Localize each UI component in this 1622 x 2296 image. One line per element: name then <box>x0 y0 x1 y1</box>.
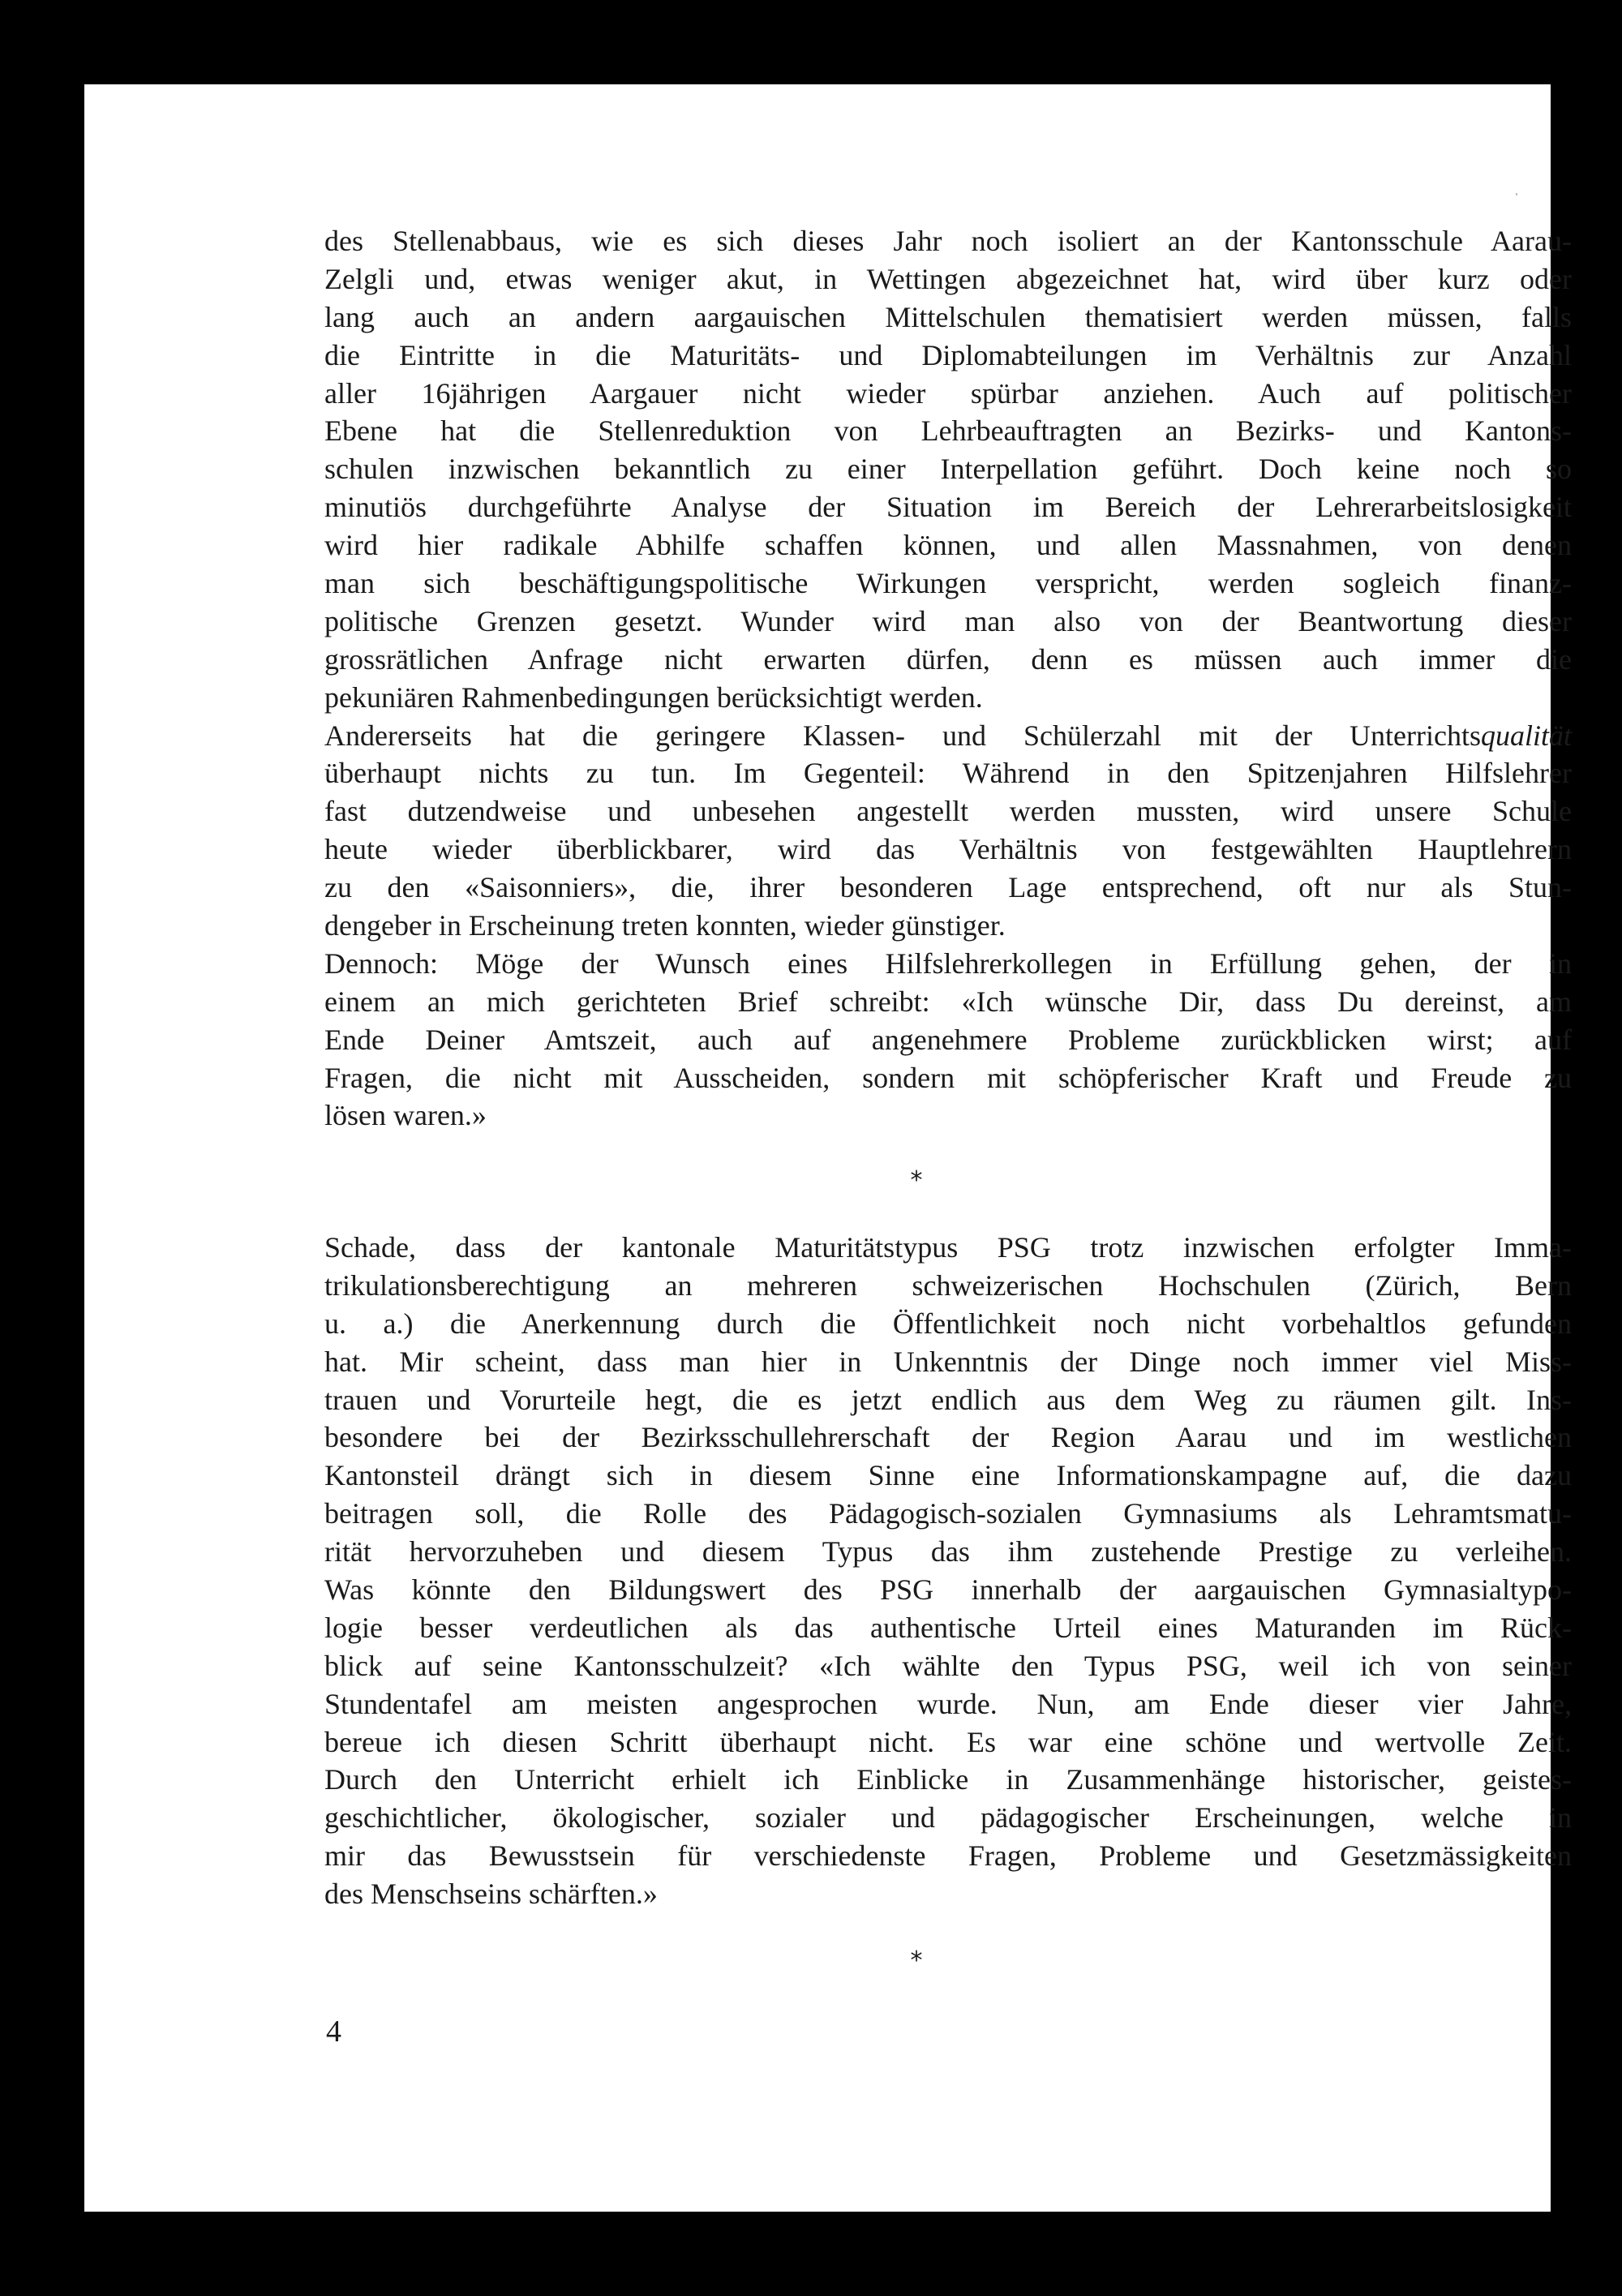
text-line: rität hervorzuheben und diesem Typus das ihm zustehende Prestige zu verleihen. <box>324 1535 1572 1569</box>
section-divider-asterisk: * <box>910 1946 923 1975</box>
text-line: zu den «Saisonniers», die, ihrer besonderen Lage entsprechend, oft nur als Stun- <box>324 871 1572 904</box>
text-line: geschichtlicher, ökologischer, sozialer und pädagogischer Erscheinungen, welche in <box>324 1801 1572 1835</box>
text-line: dengeber in Erscheinung treten konnten, wieder günstiger. <box>324 909 1006 942</box>
text-line: heute wieder überblickbarer, wird das Verhältnis von festgewählten Hauptlehrern <box>324 833 1572 866</box>
text-line: des Menschseins schärften.» <box>324 1878 658 1911</box>
text-line: hat. Mir scheint, dass man hier in Unkenntnis der Dinge noch immer viel Miss- <box>324 1345 1572 1378</box>
text-line: blick auf seine Kantonsschulzeit? «Ich wählte den Typus PSG, weil ich von seiner <box>324 1649 1572 1682</box>
text-line: fast dutzendweise und unbesehen angestellt werden mussten, wird unsere Schule <box>324 795 1572 828</box>
text-line: bereue ich diesen Schritt überhaupt nicht. Es war eine schöne und wertvolle Zeit. <box>324 1725 1572 1758</box>
text-line: logie besser verdeutlichen als das authentische Urteil eines Maturanden im Rück- <box>324 1611 1572 1644</box>
text-line: überhaupt nichts zu tun. Im Gegenteil: Während in den Spitzenjahren Hilfslehrer <box>324 757 1572 790</box>
text-line: u. a.) die Anerkennung durch die Öffentlichkeit noch nicht vorbehaltlos gefunden <box>324 1307 1572 1340</box>
text-line: Ende Deiner Amtszeit, auch auf angenehmere Probleme zurückblicken wirst; auf <box>324 1023 1572 1056</box>
text-line: Dennoch: Möge der Wunsch eines Hilfslehrerkollegen in Erfüllung gehen, der in <box>324 946 1572 980</box>
text-line: lang auch an andern aargauischen Mittelschulen thematisiert werden müssen, falls <box>324 300 1572 333</box>
section-1-body <box>324 222 1572 1135</box>
text-line-with-italic <box>324 717 1572 755</box>
text-line: besondere bei der Bezirksschullehrerschaft der Region Aarau und im westlichen <box>324 1421 1572 1454</box>
text-line: grossrätlichen Anfrage nicht erwarten dürfen, denn es müssen auch immer die <box>324 642 1572 676</box>
text-line: politische Grenzen gesetzt. Wunder wird man also von der Beantwortung dieser <box>324 604 1572 637</box>
text-line: pekuniären Rahmenbedingungen berücksichtigt werden. <box>324 680 983 714</box>
text-line: wird hier radikale Abhilfe schaffen können, und allen Massnahmen, von denen <box>324 529 1572 562</box>
text-line: lösen waren.» <box>324 1099 487 1132</box>
section-2-body <box>324 1229 1572 1913</box>
text-line: aller 16jährigen Aargauer nicht wieder spürbar anziehen. Auch auf politischer <box>324 376 1572 410</box>
text-line: beitragen soll, die Rolle des Pädagogisch-sozialen Gymnasiums als Lehramtsmatu- <box>324 1497 1572 1530</box>
text-line: minutiös durchgeführte Analyse der Situation im Bereich der Lehrerarbeitslosigkeit <box>324 491 1572 524</box>
text-line: des Stellenabbaus, wie es sich dieses Jahr noch isoliert an der Kantonsschule Aarau- <box>324 225 1572 257</box>
text-line: Zelgli und, etwas weniger akut, in Wettingen abgezeichnet hat, wird über kurz oder <box>324 262 1572 295</box>
text-line: Kantonsteil drängt sich in diesem Sinne eine Informationskampagne auf, die dazu <box>324 1459 1572 1492</box>
scan-speck <box>1516 193 1517 195</box>
text-line: trauen und Vorurteile hegt, die es jetzt endlich aus dem Weg zu räumen gilt. Ins- <box>324 1383 1572 1416</box>
text-line: schulen inzwischen bekanntlich zu einer Interpellation geführt. Doch keine noch so <box>324 453 1572 486</box>
text-line: einem an mich gerichteten Brief schreibt: «Ich wünsche Dir, dass Du dereinst, am <box>324 985 1572 1018</box>
text-line: Fragen, die nicht mit Ausscheiden, sondern mit schöpferischer Kraft und Freude zu <box>324 1061 1572 1094</box>
text-run: Andererseits hat die geringere Klassen- und Schülerzahl mit der Unterrichts <box>324 719 1481 752</box>
page-number: 4 <box>326 2015 341 2049</box>
italic-word: qualität <box>1480 719 1572 752</box>
text-line: Durch den Unterricht erhielt ich Einblicke in Zusammenhänge historischer, geistes- <box>324 1763 1572 1796</box>
text-line: trikulationsberechtigung an mehreren schweizerischen Hochschulen (Zürich, Bern <box>324 1268 1572 1302</box>
text-line: die Eintritte in die Maturitäts- und Diplomabteilungen im Verhältnis zur Anzahl <box>324 338 1572 371</box>
text-line: man sich beschäftigungspolitische Wirkungen verspricht, werden sogleich finanz- <box>324 567 1572 600</box>
document-page <box>84 84 1572 2212</box>
text-line: mir das Bewusstsein für verschiedenste Fragen, Probleme und Gesetzmässigkeiten <box>324 1839 1572 1873</box>
text-line: Schade, dass der kantonale Maturitätstypus PSG trotz inzwischen erfolgter Imma- <box>324 1231 1572 1264</box>
text-line: Ebene hat die Stellenreduktion von Lehrbeauftragten an Bezirks- und Kantons- <box>324 414 1572 448</box>
text-line: Stundentafel am meisten angesprochen wurde. Nun, am Ende dieser vier Jahre, <box>324 1687 1572 1720</box>
text-line: Was könnte den Bildungswert des PSG innerhalb der aargauischen Gymnasialtypo- <box>324 1573 1572 1607</box>
section-divider-asterisk: * <box>910 1166 923 1195</box>
